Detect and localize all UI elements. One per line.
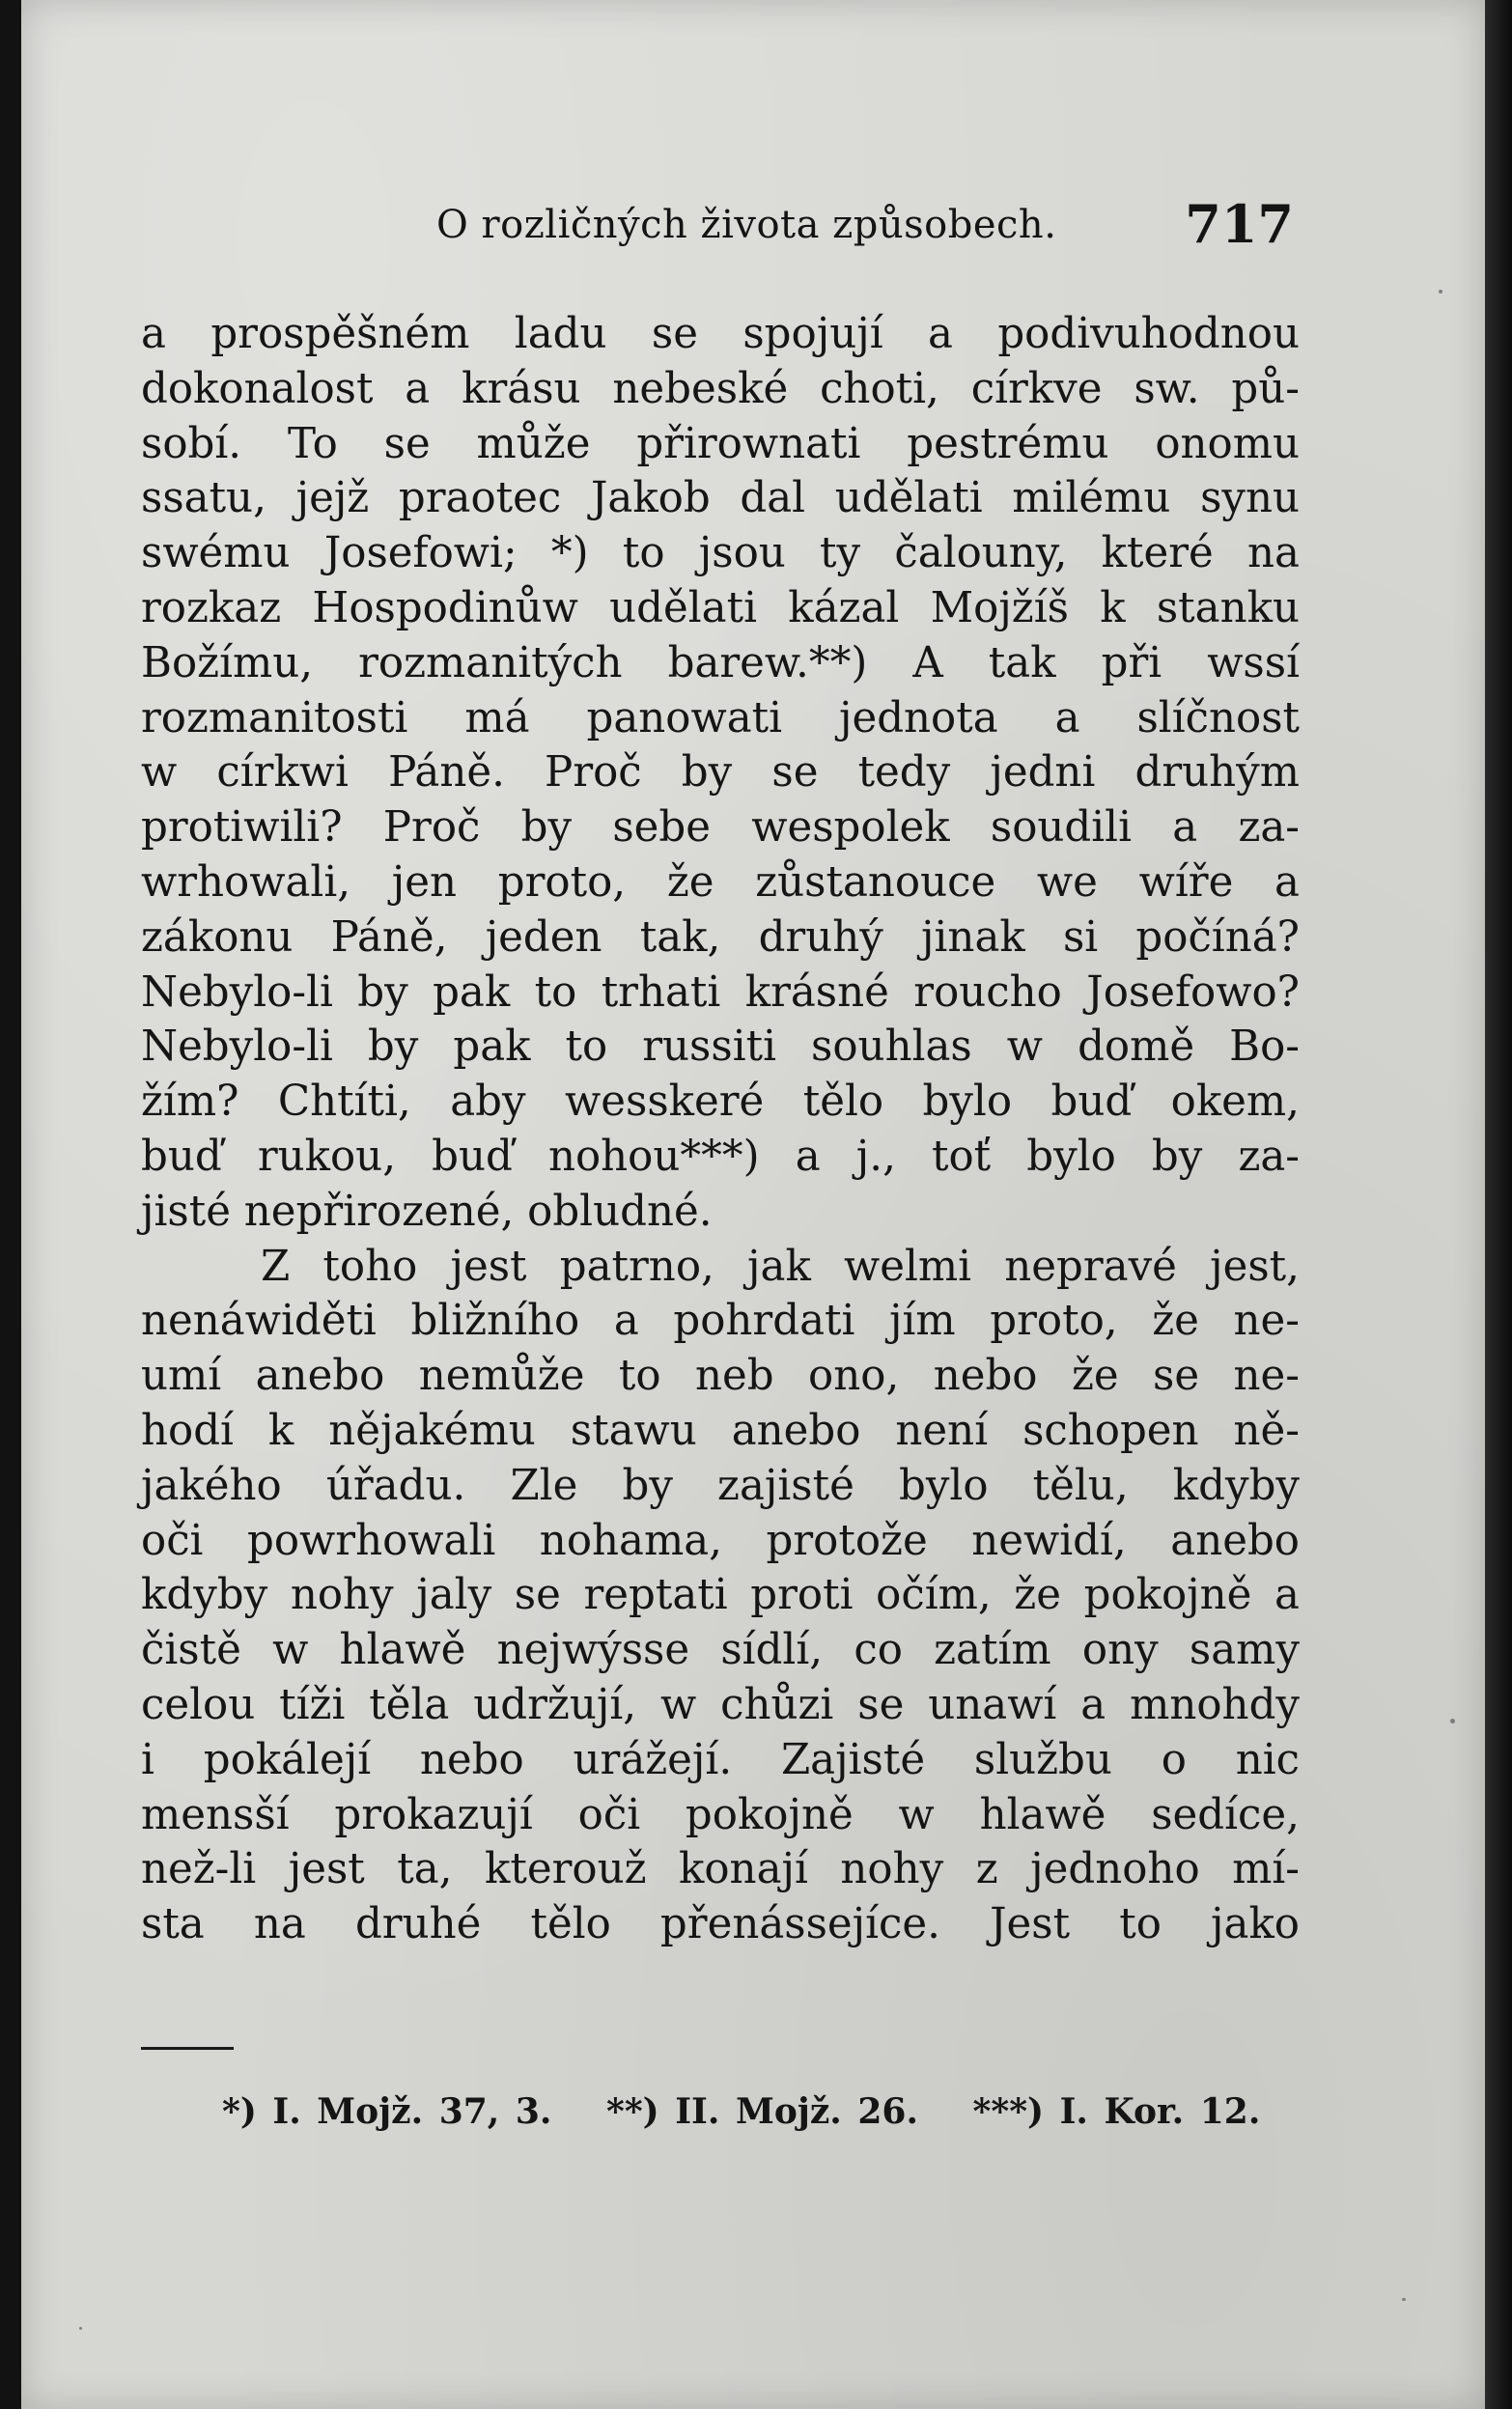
text-line: čistě w hlawě nejwýsse sídlí, co zatím ony samy xyxy=(141,1626,1300,1675)
body-text xyxy=(141,307,1300,1952)
paper-speck xyxy=(1402,2298,1406,2301)
text-line: jakého úřadu. Zle by zajisté bylo tělu, kdyby xyxy=(141,1461,1300,1510)
page-number: 717 xyxy=(1185,193,1294,255)
footnote-rule xyxy=(141,2047,234,2050)
footnote: ***) I. Kor. 12. xyxy=(972,2091,1261,2132)
text-line: celou tíži těla udržují, w chůzi se unawí a mnohdy xyxy=(141,1680,1300,1729)
text-line: Nebylo-li by pak to russiti souhlas w domě Bo- xyxy=(141,1022,1300,1072)
text-line: zákonu Páně, jeden tak, druhý jinak si počíná? xyxy=(141,912,1300,962)
text-line: oči powrhowali nohama, protože newidí, anebo xyxy=(141,1516,1300,1565)
text-line: umí anebo nemůže to neb ono, nebo že se ne- xyxy=(141,1352,1300,1401)
text-line: rozkaz Hospodinůw udělati kázal Mojžíš k stanku xyxy=(141,583,1300,632)
text-line: wrhowali, jen proto, že zůstanouce we wíře a xyxy=(141,857,1300,907)
text-line: sta na druhé tělo přenássejíce. Jest to jako xyxy=(141,1900,1300,1949)
text-line: Nebylo-li by pak to trhati krásné roucho Josefowo? xyxy=(141,967,1300,1017)
text-line: kdyby nohy jaly se reptati proti očím, že pokojně a xyxy=(141,1571,1300,1620)
text-line: swému Josefowi; *) to jsou ty čalouny, které na xyxy=(141,529,1300,578)
page-edge-shadow xyxy=(1485,0,1512,2409)
text-line: hodí k nějakému stawu anebo není schopen ně- xyxy=(141,1406,1300,1455)
text-line: mensší prokazují oči pokojně w hlawě sedíce, xyxy=(141,1790,1300,1839)
page-header xyxy=(135,189,1294,266)
text-line: w církwi Páně. Proč by se tedy jedni druhým xyxy=(141,748,1300,798)
text-line: nenáwiděti bližního a pohrdati jím proto, že ne- xyxy=(141,1297,1300,1346)
running-head: O rozličných života způsobech. xyxy=(436,203,1057,247)
text-line: sobí. To se může přirownati pestrému onomu xyxy=(141,419,1300,468)
text-line: i pokálejí nebo urážejí. Zajisté službu o nic xyxy=(141,1735,1300,1784)
footnotes xyxy=(222,2091,1299,2132)
paper-speck xyxy=(1439,290,1442,294)
text-line: dokonalost a krásu nebeské choti, církve sw. pů- xyxy=(141,364,1300,413)
text-line: ssatu, jejž praotec Jakob dal udělati milému synu xyxy=(141,474,1300,523)
text-line: žím? Chtíti, aby wesskeré tělo bylo buď okem, xyxy=(141,1078,1300,1127)
paper-speck xyxy=(1450,1719,1455,1723)
text-line: a prospěšném ladu se spojují a podivuhodnou xyxy=(141,310,1300,358)
text-line: rozmanitosti má panowati jednota a slíčnost xyxy=(141,693,1300,742)
footnote: **) II. Mojž. 26. xyxy=(606,2091,918,2132)
text-line: jisté nepřirozené, obludné. xyxy=(141,1187,713,1236)
paper-speck xyxy=(79,2327,82,2330)
footnote: *) I. Mojž. 37, 3. xyxy=(222,2091,552,2132)
text-line: buď rukou, buď nohou***) a j., toť bylo by za- xyxy=(141,1132,1300,1181)
text-line: než-li jest ta, kterouž konají nohy z jednoho mí- xyxy=(141,1845,1300,1894)
text-line: protiwili? Proč by sebe wespolek soudili a za- xyxy=(141,803,1300,853)
text-line: Božímu, rozmanitých barew.**) A tak při wssí xyxy=(141,638,1300,687)
text-line: Z toho jest patrno, jak welmi nepravé jest, xyxy=(261,1242,1300,1291)
